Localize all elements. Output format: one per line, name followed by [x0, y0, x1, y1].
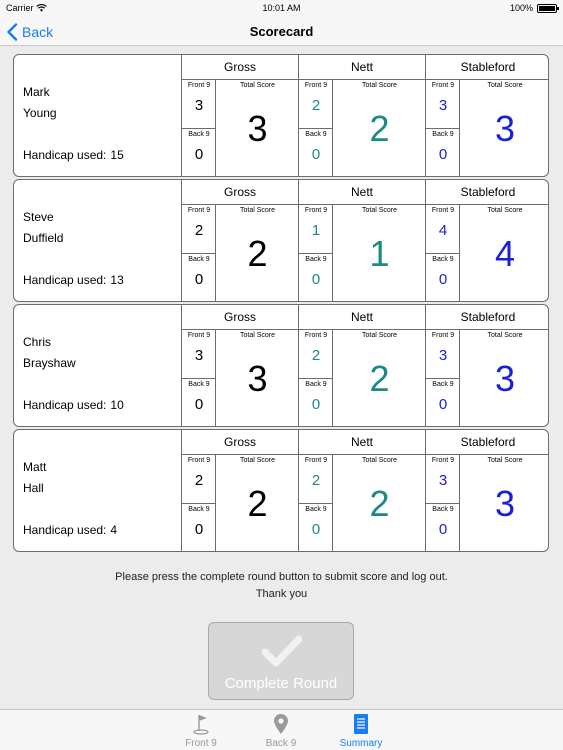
- player-scorecard: [13, 54, 549, 177]
- player-first-name: Mark: [23, 85, 50, 99]
- stableford-back9-value: 0: [438, 146, 448, 163]
- complete-round-button[interactable]: [208, 622, 354, 700]
- stableford-front9-cell: [426, 455, 460, 504]
- back9-label: Back 9: [188, 256, 210, 263]
- stableford-total-value: 3: [494, 483, 516, 524]
- nett-total-cell: [333, 205, 426, 302]
- nett-total-value: 2: [369, 108, 390, 149]
- handicap-value: 13: [110, 273, 124, 287]
- nett-header: Nett: [299, 180, 425, 205]
- nett-section: [299, 55, 426, 176]
- back9-label: Back 9: [432, 381, 454, 388]
- page-title: Scorecard: [249, 24, 314, 39]
- player-last-name: Hall: [23, 481, 44, 495]
- stableford-back9-value: 0: [438, 396, 448, 413]
- handicap-value: 10: [110, 398, 124, 412]
- player-first-name: Matt: [23, 460, 47, 474]
- gross-header: Gross: [182, 305, 298, 330]
- nett-total-value: 1: [369, 233, 390, 274]
- handicap-used: [23, 398, 124, 412]
- nett-front9-value: 2: [311, 97, 321, 114]
- tab-summary[interactable]: [321, 710, 401, 750]
- tab-back-9-label: Back 9: [265, 738, 297, 749]
- nett-front9-value: 2: [311, 472, 321, 489]
- stableford-total-value: 3: [494, 358, 516, 399]
- total-score-label: Total Score: [239, 457, 276, 464]
- stableford-front9-cell: [426, 330, 460, 379]
- front9-label: Front 9: [304, 332, 328, 339]
- stableford-front9-value: 3: [438, 97, 448, 114]
- stableford-header: Stableford: [426, 305, 549, 330]
- instruction-message: [0, 569, 563, 603]
- instruction-line-1: Please press the complete round button to submit score and log out.: [115, 571, 448, 583]
- back9-label: Back 9: [305, 131, 327, 138]
- nett-front9-cell: [299, 455, 333, 504]
- front9-label: Front 9: [431, 457, 455, 464]
- tab-front-9-label: Front 9: [185, 738, 217, 749]
- nett-total-cell: [333, 455, 426, 552]
- player-scorecard: [13, 429, 549, 552]
- gross-total-value: 2: [247, 233, 268, 274]
- stableford-front9-value: 4: [438, 222, 448, 239]
- nett-front9-cell: [299, 205, 333, 254]
- gross-total-cell: [216, 80, 299, 177]
- front9-label: Front 9: [304, 82, 328, 89]
- gross-header: Gross: [182, 430, 298, 455]
- gross-front9-cell: [182, 205, 216, 254]
- nett-back9-cell: [299, 129, 333, 177]
- nett-back9-cell: [299, 504, 333, 552]
- stableford-total-cell: [460, 80, 549, 177]
- gross-back9-cell: [182, 254, 216, 302]
- nett-back9-value: 0: [311, 521, 321, 538]
- nett-front9-value: 1: [311, 222, 321, 239]
- player-last-name: Young: [23, 106, 57, 120]
- gross-section: [182, 430, 299, 551]
- stableford-header: Stableford: [426, 430, 549, 455]
- nett-back9-cell: [299, 379, 333, 427]
- gross-section: [182, 180, 299, 301]
- nett-section: [299, 305, 426, 426]
- stableford-section: [426, 430, 549, 551]
- stableford-section: [426, 305, 549, 426]
- stableford-total-cell: [460, 205, 549, 302]
- gross-back9-value: 0: [194, 521, 204, 538]
- nett-header: Nett: [299, 55, 425, 80]
- nett-front9-cell: [299, 80, 333, 129]
- nett-header: Nett: [299, 430, 425, 455]
- handicap-label: Handicap used:: [23, 273, 107, 287]
- player-first-name: Chris: [23, 335, 52, 349]
- nett-total-value: 2: [369, 483, 390, 524]
- stableford-section: [426, 180, 549, 301]
- player-info: [14, 305, 182, 426]
- back9-label: Back 9: [432, 131, 454, 138]
- status-time: 10:01 AM: [262, 3, 301, 13]
- gross-back9-cell: [182, 129, 216, 177]
- nett-section: [299, 180, 426, 301]
- stableford-back9-value: 0: [438, 521, 448, 538]
- gross-total-value: 2: [247, 483, 268, 524]
- tab-front-9[interactable]: [161, 710, 241, 750]
- total-score-label: Total Score: [487, 457, 523, 464]
- stableford-total-value: 3: [494, 108, 516, 149]
- player-info: [14, 180, 182, 301]
- total-score-label: Total Score: [361, 207, 398, 214]
- nett-front9-cell: [299, 330, 333, 379]
- nett-header: Nett: [299, 305, 425, 330]
- handicap-value: 15: [110, 148, 124, 162]
- stableford-total-cell: [460, 330, 549, 427]
- total-score-label: Total Score: [239, 82, 276, 89]
- gross-back9-value: 0: [194, 396, 204, 413]
- gross-back9-value: 0: [194, 146, 204, 163]
- gross-total-cell: [216, 330, 299, 427]
- tab-back-9[interactable]: [241, 710, 321, 750]
- stableford-front9-value: 3: [438, 347, 448, 364]
- handicap-used: [23, 523, 117, 537]
- tab-bar: [0, 709, 563, 750]
- back9-label: Back 9: [432, 256, 454, 263]
- stableford-back9-cell: [426, 129, 460, 177]
- total-score-label: Total Score: [361, 82, 398, 89]
- stableford-section: [426, 55, 549, 176]
- back9-label: Back 9: [188, 506, 210, 513]
- stableford-header: Stableford: [426, 55, 549, 80]
- nett-total-value: 2: [369, 358, 390, 399]
- player-info: [14, 55, 182, 176]
- document-icon: [352, 713, 370, 735]
- stableford-header: Stableford: [426, 180, 549, 205]
- total-score-label: Total Score: [487, 207, 523, 214]
- nett-front9-value: 2: [311, 347, 321, 364]
- back9-label: Back 9: [305, 381, 327, 388]
- handicap-label: Handicap used:: [23, 398, 107, 412]
- gross-front9-value: 2: [194, 222, 204, 239]
- handicap-value: 4: [110, 523, 118, 537]
- nett-total-cell: [333, 80, 426, 177]
- gross-front9-value: 3: [194, 347, 204, 364]
- stableford-total-value: 4: [494, 233, 516, 274]
- gross-total-value: 3: [247, 358, 268, 399]
- player-last-name: Duffield: [23, 231, 64, 245]
- front9-label: Front 9: [187, 332, 211, 339]
- front9-label: Front 9: [304, 457, 328, 464]
- stableford-back9-cell: [426, 379, 460, 427]
- nett-back9-value: 0: [311, 146, 321, 163]
- front9-label: Front 9: [304, 207, 328, 214]
- gross-front9-value: 2: [194, 472, 204, 489]
- checkmark-icon: [262, 635, 302, 667]
- stableford-front9-cell: [426, 80, 460, 129]
- gross-front9-cell: [182, 80, 216, 129]
- front9-label: Front 9: [431, 82, 455, 89]
- complete-round-label: Complete Round: [224, 675, 338, 692]
- stableford-back9-value: 0: [438, 271, 448, 288]
- gross-section: [182, 305, 299, 426]
- carrier-label: Carrier: [6, 3, 34, 13]
- total-score-label: Total Score: [487, 82, 523, 89]
- player-scorecard: [13, 304, 549, 427]
- gross-back9-cell: [182, 504, 216, 552]
- front9-label: Front 9: [187, 207, 211, 214]
- player-info: [14, 430, 182, 551]
- nett-section: [299, 430, 426, 551]
- map-pin-icon: [272, 713, 290, 735]
- gross-back9-value: 0: [194, 271, 204, 288]
- handicap-label: Handicap used:: [23, 148, 107, 162]
- tab-summary-label: Summary: [339, 738, 383, 749]
- golf-flag-icon: [192, 713, 210, 735]
- back-button-label: Back: [22, 24, 54, 40]
- nett-total-cell: [333, 330, 426, 427]
- gross-section: [182, 55, 299, 176]
- handicap-used: [23, 148, 124, 162]
- stableford-back9-cell: [426, 504, 460, 552]
- nett-back9-cell: [299, 254, 333, 302]
- player-last-name: Brayshaw: [23, 356, 76, 370]
- stableford-total-cell: [460, 455, 549, 552]
- gross-header: Gross: [182, 55, 298, 80]
- stableford-front9-value: 3: [438, 472, 448, 489]
- gross-total-cell: [216, 205, 299, 302]
- back9-label: Back 9: [432, 506, 454, 513]
- nett-back9-value: 0: [311, 271, 321, 288]
- total-score-label: Total Score: [361, 332, 398, 339]
- stableford-back9-cell: [426, 254, 460, 302]
- back9-label: Back 9: [305, 256, 327, 263]
- gross-back9-cell: [182, 379, 216, 427]
- gross-total-value: 3: [247, 108, 268, 149]
- front9-label: Front 9: [431, 332, 455, 339]
- nett-back9-value: 0: [311, 396, 321, 413]
- total-score-label: Total Score: [361, 457, 398, 464]
- gross-front9-cell: [182, 330, 216, 379]
- player-scorecard: [13, 179, 549, 302]
- total-score-label: Total Score: [487, 332, 523, 339]
- front9-label: Front 9: [431, 207, 455, 214]
- player-first-name: Steve: [23, 210, 54, 224]
- battery-icon: [537, 4, 557, 13]
- gross-front9-value: 3: [194, 97, 204, 114]
- total-score-label: Total Score: [239, 332, 276, 339]
- handicap-used: [23, 273, 124, 287]
- instruction-line-2: Thank you: [255, 588, 308, 600]
- gross-front9-cell: [182, 455, 216, 504]
- gross-total-cell: [216, 455, 299, 552]
- front9-label: Front 9: [187, 457, 211, 464]
- navigation-bar: [0, 16, 563, 46]
- back9-label: Back 9: [305, 506, 327, 513]
- back9-label: Back 9: [188, 131, 210, 138]
- stableford-front9-cell: [426, 205, 460, 254]
- back9-label: Back 9: [188, 381, 210, 388]
- status-bar: [0, 0, 563, 16]
- front9-label: Front 9: [187, 82, 211, 89]
- total-score-label: Total Score: [239, 207, 276, 214]
- handicap-label: Handicap used:: [23, 523, 107, 537]
- battery-percent: 100%: [509, 3, 533, 13]
- gross-header: Gross: [182, 180, 298, 205]
